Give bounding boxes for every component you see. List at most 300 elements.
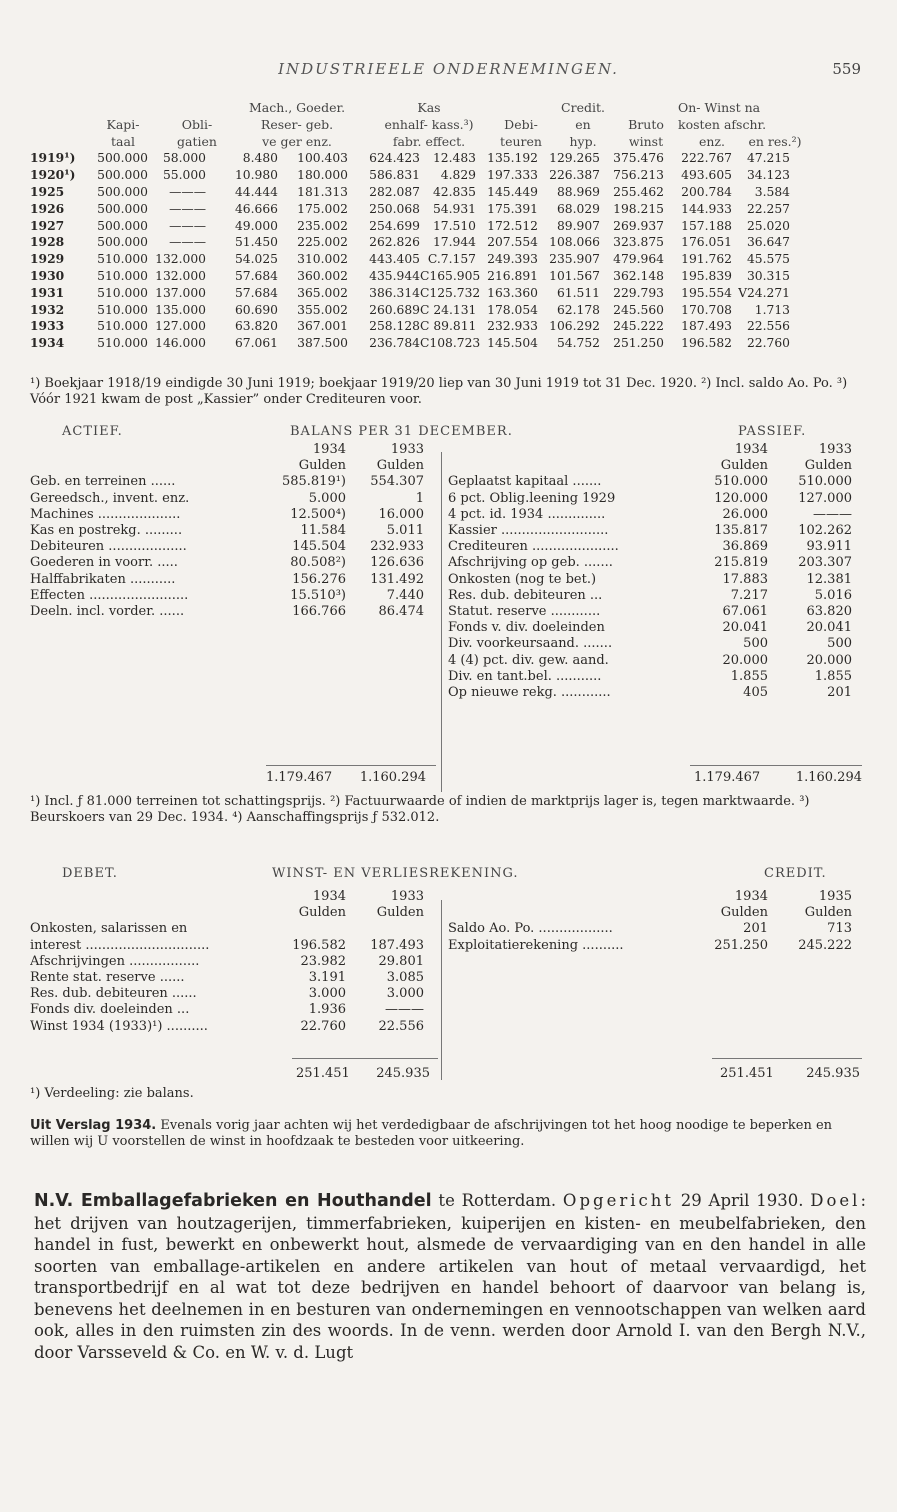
company-location: te Rotterdam. (431, 1191, 557, 1210)
year-cell: 1929 (30, 251, 65, 267)
value-cell: 479.964 (613, 252, 664, 267)
value-cell: 163.360 (487, 285, 538, 300)
value-cell: 198.215 (613, 201, 664, 216)
header-cell (746, 117, 804, 134)
table-row (30, 234, 870, 251)
debet-row (30, 986, 424, 1002)
value-cell: 57.684 (234, 285, 278, 300)
header-cell: gatien (177, 133, 217, 149)
value-cell: ——— (169, 235, 206, 250)
table-header-row (30, 117, 870, 134)
passief-label: Kassier .......................... (448, 523, 609, 539)
passief-value-prev: 93.911 (806, 539, 852, 555)
debet-heading: DEBET. (62, 866, 118, 881)
year-cell: 1933 (30, 318, 65, 334)
value-cell: 207.554 (487, 235, 538, 250)
year-1934: 1934 (312, 442, 346, 457)
actief-label: Machines .................... (30, 506, 181, 522)
value-cell: 89.907 (556, 218, 600, 233)
header-cell: Kas (417, 100, 441, 115)
passief-value-prev: 510.000 (798, 474, 852, 490)
actief-label: Effecten ........................ (30, 587, 189, 603)
debet-total-1934: 251.451 (296, 1066, 350, 1081)
credit-total-1935: 245.935 (806, 1066, 860, 1081)
value-cell: 262.826 (369, 235, 420, 250)
header-cell: Bruto (628, 116, 664, 132)
passief-row (448, 572, 852, 588)
actief-value-prev: 554.307 (370, 474, 424, 490)
value-cell: 1.713 (754, 302, 790, 317)
value-cell: 200.784 (681, 184, 732, 199)
actief-value-1934: 156.276 (292, 571, 346, 587)
header-cell: Obli- (181, 116, 213, 132)
actief-value-prev: 232.933 (370, 539, 424, 555)
value-cell: 500.000 (97, 201, 148, 216)
passief-label: Afschrijving op geb. ....... (448, 555, 613, 571)
value-cell: 172.512 (487, 218, 538, 233)
actief-value-1934: 5.000 (308, 490, 346, 506)
header-cell: ve ger enz. (262, 133, 332, 149)
value-cell: 3.584 (754, 184, 790, 199)
header-cell: kosten afschr. (678, 116, 767, 132)
value-cell: ——— (169, 184, 206, 199)
value-cell: 132.000 (155, 268, 206, 283)
passief-row (448, 669, 852, 685)
passief-value-prev: 5.016 (814, 587, 852, 603)
value-cell: 88.969 (556, 184, 600, 199)
header-cell: teuren (500, 133, 542, 149)
debet-label: Fonds div. doeleinden ... (30, 1002, 190, 1018)
value-cell: 129.265 (549, 151, 600, 166)
debet-value-prev: ——— (385, 1002, 424, 1018)
value-cell: 510.000 (97, 302, 148, 317)
balance-footnote: ¹) Incl. ƒ 81.000 terreinen tot schattingsprijs. ²) Factuurwaarde of indien de marktprijs lager is, tegen marktwaarde. ³) Beurskoers van 29 Dec. 1934. ⁴) Aanschaffingsprijs ƒ 532.012. (30, 794, 810, 825)
passief-year-row (448, 442, 852, 458)
value-cell: 180.000 (297, 168, 348, 183)
table-row (30, 302, 870, 319)
balans-heading: BALANS PER 31 DECEMBER. (290, 424, 513, 439)
value-cell: 500.000 (97, 184, 148, 199)
opgericht-label: Opgericht (562, 1191, 675, 1210)
passief-row (448, 474, 852, 490)
value-cell: 236.784 (369, 336, 420, 351)
header-cell (614, 100, 678, 117)
value-cell: 176.051 (681, 235, 732, 250)
value-cell: 360.002 (297, 268, 348, 283)
value-cell: 47.215 (746, 151, 790, 166)
unit-gulden: Gulden (720, 458, 768, 474)
value-cell: C125.732 (420, 285, 481, 300)
balance-divider (441, 452, 442, 792)
header-cell (746, 100, 804, 117)
actief-label: Halffabrikaten ........... (30, 571, 176, 587)
credit-label: Exploitatierekening .......... (448, 937, 624, 953)
value-cell: 245.560 (613, 302, 664, 317)
debet-total (296, 1066, 430, 1081)
passief-value-1934: 500 (743, 636, 768, 652)
debet-label: Onkosten, salarissen en (30, 921, 188, 937)
unit-gulden: Gulden (376, 458, 424, 474)
value-cell: 51.450 (234, 235, 278, 250)
value-cell: 22.556 (746, 319, 790, 334)
year-cell: 1930 (30, 267, 65, 283)
value-cell: 624.423 (369, 151, 420, 166)
value-cell: 443.405 (369, 252, 420, 267)
passief-value-1934: 26.000 (722, 506, 768, 522)
value-cell: 22.760 (746, 336, 790, 351)
value-cell: 187.493 (681, 319, 732, 334)
value-cell: V24.271 (738, 285, 790, 300)
passief-unit-row (448, 458, 852, 474)
actief-value-prev: 126.636 (370, 555, 424, 571)
value-cell: 367.001 (297, 319, 348, 334)
value-cell: 510.000 (97, 268, 148, 283)
value-cell: 49.000 (234, 218, 278, 233)
passief-value-prev: 1.855 (814, 668, 852, 684)
value-cell: 500.000 (97, 218, 148, 233)
value-cell: 62.178 (556, 302, 600, 317)
table-row (30, 268, 870, 285)
value-cell: 67.061 (234, 336, 278, 351)
pl-divider (441, 900, 442, 1080)
header-cell: fabr. effect. (392, 133, 466, 149)
passief-row (448, 555, 852, 571)
header-cell: Credit. (561, 100, 605, 115)
year-cell: 1920¹) (30, 167, 76, 183)
debet-total-rule (292, 1058, 438, 1059)
passief-value-1934: 67.061 (722, 604, 768, 620)
value-cell: 756.213 (613, 168, 664, 183)
value-cell: 145.504 (487, 336, 538, 351)
passief-row (448, 539, 852, 555)
value-cell: 222.767 (681, 151, 732, 166)
year-cell: 1925 (30, 183, 65, 199)
value-cell: 510.000 (97, 336, 148, 351)
debet-value-prev: 3.085 (386, 970, 424, 986)
value-cell: ——— (169, 201, 206, 216)
doel-label: Doel (810, 1191, 861, 1210)
actief-value-prev: 131.492 (370, 571, 424, 587)
value-cell: 269.937 (613, 218, 664, 233)
year-1933: 1933 (390, 442, 424, 457)
value-cell: 195.554 (681, 285, 732, 300)
debet-value-prev: 187.493 (370, 937, 424, 953)
actief-value-prev: 86.474 (378, 604, 424, 620)
debet-value-prev: 22.556 (378, 1018, 424, 1034)
header-cell: hyp. (569, 133, 597, 149)
value-cell: 135.192 (487, 151, 538, 166)
year-1933: 1933 (818, 442, 852, 457)
value-cell: 25.020 (746, 218, 790, 233)
value-cell: 387.500 (297, 336, 348, 351)
passief-row (448, 588, 852, 604)
year-cell: 1931 (30, 284, 65, 300)
passief-label: Fonds v. div. doeleinden (448, 620, 605, 636)
value-cell: 235.002 (297, 218, 348, 233)
passief-value-prev: 203.307 (798, 555, 852, 571)
unit-gulden: Gulden (376, 905, 424, 921)
value-cell: C 24.131 (420, 302, 477, 317)
actief-value-prev: 16.000 (378, 506, 424, 522)
value-cell: 42.835 (432, 184, 476, 199)
credit-column (448, 889, 852, 954)
credit-total-rule (712, 1058, 862, 1059)
actief-value-1934: 145.504 (292, 539, 346, 555)
value-cell: 282.087 (369, 184, 420, 199)
passief-value-1934: 20.041 (722, 620, 768, 636)
value-cell: 54.752 (556, 336, 600, 351)
value-cell: 145.449 (487, 184, 538, 199)
passief-label: 4 pct. id. 1934 .............. (448, 506, 606, 522)
value-cell: 178.054 (487, 302, 538, 317)
value-cell: 44.444 (234, 184, 278, 199)
table-row (30, 184, 870, 201)
passief-value-1934: 120.000 (714, 490, 768, 506)
value-cell: 22.257 (746, 201, 790, 216)
header-cell: On- Winst na (678, 100, 761, 115)
header-cell: en res.²) (748, 133, 802, 149)
value-cell: 251.250 (613, 336, 664, 351)
passief-value-1934: 17.883 (722, 571, 768, 587)
actief-value-1934: 585.819¹) (281, 474, 346, 490)
actief-heading: ACTIEF. (62, 424, 123, 439)
actief-row (30, 572, 424, 588)
debet-value-1934: 196.582 (292, 937, 346, 953)
pl-heading: WINST- EN VERLIESREKENING. (272, 866, 519, 881)
actief-row (30, 523, 424, 539)
table-row (30, 167, 870, 184)
value-cell: 245.222 (613, 319, 664, 334)
value-cell: 355.002 (297, 302, 348, 317)
debet-value-prev: 3.000 (386, 986, 424, 1002)
value-cell: 4.829 (440, 168, 476, 183)
credit-value-prev: 713 (827, 921, 852, 937)
debet-value-prev (346, 921, 424, 937)
unit-gulden: Gulden (804, 458, 852, 474)
value-cell: 46.666 (234, 201, 278, 216)
value-cell: C108.723 (420, 336, 481, 351)
credit-label: Saldo Ao. Po. .................. (448, 921, 613, 937)
value-cell: 375.476 (613, 151, 664, 166)
debet-row (30, 938, 424, 954)
value-cell: 55.000 (162, 168, 206, 183)
header-cell (168, 100, 226, 117)
passief-value-1934: 1.855 (730, 668, 768, 684)
value-cell: 36.647 (746, 235, 790, 250)
passief-label: Onkosten (nog te bet.) (448, 571, 597, 587)
value-cell: 54.025 (234, 252, 278, 267)
passief-value-1934: 510.000 (714, 474, 768, 490)
value-cell: 175.002 (297, 201, 348, 216)
debet-unit-row (30, 905, 424, 921)
header-cell (30, 134, 78, 151)
credit-unit-row (448, 905, 852, 921)
value-cell: 17.510 (432, 218, 476, 233)
value-cell: 386.314 (369, 285, 420, 300)
passief-row (448, 685, 852, 701)
doel-text: : het drijven van houtzagerijen, timmerfabrieken, kuiperijen en kisten- en meubelfabrieken, den handel in fust, bewerkt en onbewerkt hout, alsmede de vervaardiging van en den handel in alle soorten van emballage-artikelen en andere artikelen van hout of metaal vervaardigd, het transportbedrijf en al wat tot deze bedrijven en handel behoort of daarvoor van belang is, benevens het deelnemen in en besturen van ondernemingen en vennootschappen van welken aard ook, alles in den ruimsten zin des woords. In de venn. werden door Arnold I. van den Bergh N.V., door Varsseveld & Co. en W. v. d. Lugt (34, 1191, 866, 1362)
actief-row (30, 555, 424, 571)
value-cell: 510.000 (97, 319, 148, 334)
debet-row (30, 1002, 424, 1018)
value-cell: 135.000 (155, 302, 206, 317)
value-cell: 10.980 (234, 168, 278, 183)
actief-total-1934: 1.179.467 (266, 770, 333, 785)
passief-label: Div. voorkeursaand. ....... (448, 636, 613, 652)
actief-row (30, 539, 424, 555)
debet-value-1934: 22.760 (300, 1018, 346, 1034)
header-cell: Debi- (504, 116, 538, 132)
header-cell: Reser- geb. (260, 116, 334, 132)
value-cell: 101.567 (549, 268, 600, 283)
header-cell: taal (111, 133, 135, 149)
value-cell: 12.483 (432, 151, 476, 166)
value-cell: 260.689 (369, 302, 420, 317)
financial-history-table (30, 100, 870, 352)
value-cell: 196.582 (681, 336, 732, 351)
value-cell: 586.831 (369, 168, 420, 183)
value-cell: 45.575 (746, 252, 790, 267)
value-cell: 61.511 (556, 285, 600, 300)
verslag-label: Uit Verslag 1934. (30, 1118, 157, 1133)
value-cell: 8.480 (242, 151, 278, 166)
value-cell: 250.068 (369, 201, 420, 216)
table-header-row (30, 100, 870, 117)
verslag-paragraph (30, 1118, 870, 1149)
debet-value-prev: 29.801 (378, 953, 424, 969)
credit-total (720, 1066, 860, 1081)
credit-total-1934: 251.451 (720, 1066, 774, 1081)
value-cell: 191.762 (681, 252, 732, 267)
value-cell: 63.820 (234, 319, 278, 334)
actief-row (30, 474, 424, 490)
debet-value-1934: 23.982 (300, 953, 346, 969)
value-cell: 132.000 (155, 252, 206, 267)
year-cell: 1919¹) (30, 150, 76, 166)
passief-label: Div. en tant.bel. ........... (448, 668, 602, 684)
header-cell: Kapi- (106, 116, 140, 132)
year-cell: 1928 (30, 234, 65, 250)
value-cell: 500.000 (97, 235, 148, 250)
passief-value-prev: 12.381 (806, 571, 852, 587)
actief-label: Goederen in voorr. ..... (30, 555, 178, 571)
passief-total-1933: 1.160.294 (795, 770, 862, 785)
value-cell: 60.690 (234, 302, 278, 317)
value-cell: 100.403 (297, 151, 348, 166)
actief-label: Gereedsch., invent. enz. (30, 490, 190, 506)
passief-value-prev: 20.041 (806, 620, 852, 636)
table-footnote: ¹) Boekjaar 1918/19 eindigde 30 Juni 1919; boekjaar 1919/20 liep van 30 Juni 1919 tot 31 Dec. 1920. ²) Incl. saldo Ao. Po. ³) Vóór 1921 kwam de post „Kassier” onder Crediteuren voor. (30, 376, 848, 407)
value-cell: ——— (169, 218, 206, 233)
credit-value-prev: 245.222 (798, 937, 852, 953)
table-row (30, 218, 870, 235)
value-cell: 106.292 (549, 319, 600, 334)
value-cell: 232.933 (487, 319, 538, 334)
value-cell: 68.029 (556, 201, 600, 216)
actief-value-1934: 15.510³) (290, 587, 346, 603)
actief-label: Geb. en terreinen ...... (30, 474, 176, 490)
value-cell: 500.000 (97, 168, 148, 183)
debet-total-1933: 245.935 (376, 1066, 430, 1081)
actief-year-row (30, 442, 424, 458)
passief-row (448, 636, 852, 652)
passief-value-prev: 63.820 (806, 604, 852, 620)
table-row (30, 335, 870, 352)
header-cell (78, 100, 168, 117)
header-cell: enhalf- kass.³) (384, 116, 474, 132)
value-cell: 34.123 (746, 168, 790, 183)
actief-row (30, 588, 424, 604)
value-cell: 157.188 (681, 218, 732, 233)
year-1934: 1934 (734, 442, 768, 457)
credit-value-1934: 201 (743, 921, 768, 937)
passief-row (448, 523, 852, 539)
value-cell: 323.875 (613, 235, 664, 250)
value-cell: 216.891 (487, 268, 538, 283)
unit-gulden: Gulden (298, 905, 346, 921)
value-cell: 137.000 (155, 285, 206, 300)
value-cell: 493.605 (681, 168, 732, 183)
actief-row (30, 491, 424, 507)
unit-gulden: Gulden (804, 905, 852, 921)
value-cell: C 89.811 (420, 319, 477, 334)
actief-row (30, 507, 424, 523)
passief-label: 4 (4) pct. div. gew. aand. (448, 652, 609, 668)
year-1935: 1935 (818, 889, 852, 904)
actief-column (30, 442, 424, 620)
value-cell: 435.944 (369, 268, 420, 283)
value-cell: 235.907 (549, 252, 600, 267)
actief-value-1934: 11.584 (300, 523, 346, 539)
header-cell (490, 100, 552, 117)
value-cell: 144.933 (681, 201, 732, 216)
value-cell: 58.000 (162, 151, 206, 166)
opgericht-text: 29 April 1930. (674, 1191, 811, 1210)
passief-label: Geplaatst kapitaal ....... (448, 474, 602, 490)
value-cell: C165.905 (420, 268, 481, 283)
passief-value-prev: 127.000 (798, 490, 852, 506)
debet-value-1934: 1.936 (308, 1002, 346, 1018)
value-cell: 175.391 (487, 201, 538, 216)
verslag-text: Evenals vorig jaar achten wij het verdedigbaar de afschrijvingen tot het hoog noodige te beperken en willen wij U voorstellen de winst in hoofdzaak te besteden voor uitkeering. (30, 1118, 833, 1149)
actief-total (266, 770, 426, 785)
passief-value-prev: 102.262 (798, 523, 852, 539)
value-cell: 254.699 (369, 218, 420, 233)
debet-label: Winst 1934 (1933)¹) .......... (30, 1018, 208, 1034)
debet-label: Res. dub. debiteuren ...... (30, 986, 197, 1002)
passief-value-1934: 7.217 (730, 587, 768, 603)
value-cell: 225.002 (297, 235, 348, 250)
header-cell: enz. (698, 133, 725, 149)
actief-value-1934: 12.500⁴) (290, 506, 346, 522)
company-name: N.V. Emballagefabrieken en Houthandel (34, 1191, 432, 1211)
year-cell: 1926 (30, 200, 65, 216)
table-header-row (30, 134, 870, 151)
actief-value-1934: 166.766 (292, 604, 346, 620)
running-title: INDUSTRIEELE ONDERNEMINGEN. (278, 60, 619, 78)
debet-row (30, 1019, 424, 1035)
passief-value-prev: 20.000 (806, 652, 852, 668)
header-cell: Mach., Goeder. (248, 100, 346, 115)
actief-label: Debiteuren ................... (30, 539, 187, 555)
value-cell: 54.931 (432, 201, 476, 216)
value-cell: 146.000 (155, 336, 206, 351)
passief-value-1934: 135.817 (714, 523, 768, 539)
company-entry (34, 1190, 866, 1363)
year-cell: 1934 (30, 335, 65, 351)
passief-heading: PASSIEF. (738, 424, 807, 439)
debet-row (30, 921, 424, 937)
